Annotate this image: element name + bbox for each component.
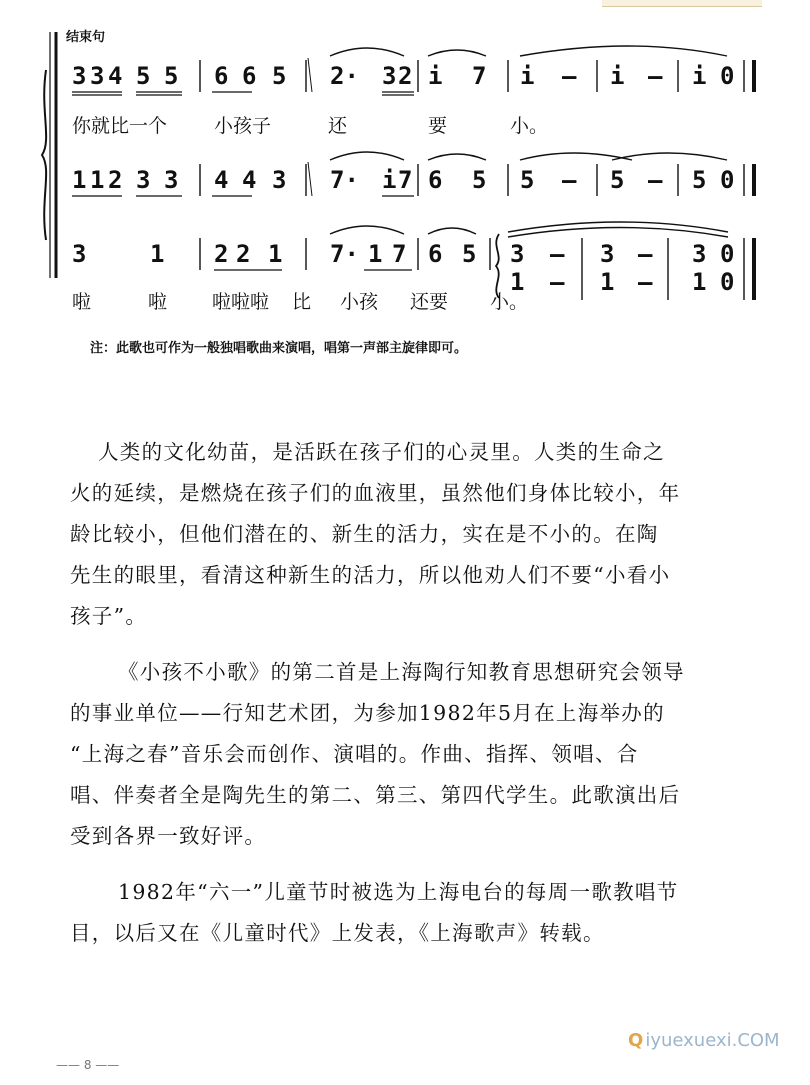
- lyric: 小孩子: [214, 115, 272, 137]
- note: 1: [150, 240, 165, 268]
- music-score: [0, 0, 810, 320]
- note: 6: [242, 62, 257, 90]
- staff-2: [72, 162, 762, 206]
- note: 5: [610, 166, 625, 194]
- note: 0: [720, 268, 735, 296]
- lyric: 小。: [510, 115, 549, 137]
- text-line: 《小孩不小歌》的第二首是上海陶行知教育思想研究会领导: [118, 660, 685, 684]
- note: –: [562, 62, 577, 90]
- lyric: 你就比一个: [72, 115, 168, 137]
- lyric: 小孩: [340, 291, 379, 313]
- note: 1: [90, 166, 105, 194]
- note: 7: [392, 240, 407, 268]
- note: 5: [136, 62, 151, 90]
- note: 1: [368, 240, 383, 268]
- note: i: [382, 166, 397, 194]
- note: 4: [242, 166, 257, 194]
- note: 3: [600, 240, 615, 268]
- note: –: [562, 166, 577, 194]
- text-line: 目，以后又在《儿童时代》上发表，《上海歌声》转载。: [70, 921, 605, 945]
- note: 1: [268, 240, 283, 268]
- note: 2: [398, 62, 413, 90]
- text-line: 火的延续，是燃烧在孩子们的血液里，虽然他们身体比较小，年: [70, 481, 681, 505]
- note: i: [610, 62, 625, 90]
- note: 5: [164, 62, 179, 90]
- note: 3: [72, 62, 87, 90]
- note: 3: [692, 240, 707, 268]
- note: 5: [272, 62, 287, 90]
- note: –: [550, 240, 565, 268]
- watermark-logo-icon: Q: [628, 1030, 644, 1051]
- note: 3: [510, 240, 525, 268]
- page-number: —— 8 ——: [56, 1058, 120, 1072]
- paragraph-3: [70, 872, 748, 954]
- note: 3: [72, 240, 87, 268]
- note: 7: [398, 166, 413, 194]
- article-body: [70, 432, 748, 969]
- note: 0: [720, 166, 735, 194]
- note: 3: [90, 62, 105, 90]
- note: 1: [600, 268, 615, 296]
- note: 3: [136, 166, 151, 194]
- text-line: 唱、伴奏者全是陶先生的第二、第三、第四代学生。此歌演出后: [70, 783, 681, 807]
- text-line: 先生的眼里，看清这种新生的活力，所以他劝人们不要“小看小: [70, 563, 671, 587]
- note: 3: [382, 62, 397, 90]
- note: 0: [720, 62, 735, 90]
- text-line: 受到各界一致好评。: [70, 824, 267, 848]
- lyric: 啦: [148, 291, 168, 313]
- text-line: 人类的文化幼苗，是活跃在孩子们的心灵里。人类的生命之: [98, 440, 665, 464]
- text-line: 的事业单位——行知艺术团，为参加1982年5月在上海举办的: [70, 701, 665, 725]
- watermark-text: iyuexuexi.COM: [645, 1030, 780, 1051]
- note: 2·: [330, 62, 359, 90]
- note: 1: [510, 268, 525, 296]
- note: 5: [462, 240, 477, 268]
- note: 5: [472, 166, 487, 194]
- note: 1: [72, 166, 87, 194]
- staff-1: [72, 58, 762, 102]
- lyric: 还: [328, 115, 348, 137]
- lyric: 啦啦啦: [212, 291, 270, 313]
- note: i: [428, 62, 443, 90]
- system-brace-icon: [40, 30, 70, 280]
- staff-3-lines: [72, 236, 762, 280]
- note: –: [638, 268, 653, 296]
- text-line: “上海之春”音乐会而创作、演唱的。作曲、指挥、领唱、合: [70, 742, 639, 766]
- note: 6: [428, 240, 443, 268]
- note: 4: [108, 62, 123, 90]
- score-footnote: 注：此歌也可作为一般独唱歌曲来演唱，唱第一声部主旋律即可。: [90, 341, 468, 356]
- lyric: 啦: [72, 291, 92, 313]
- note: 2: [236, 240, 251, 268]
- note: 2: [214, 240, 229, 268]
- note: 7·: [330, 166, 359, 194]
- staff-3: [72, 236, 762, 296]
- note: 6: [214, 62, 229, 90]
- text-line: 孩子”。: [70, 604, 148, 628]
- text-line: 1982年“六一”儿童节时被选为上海电台的每周一歌教唱节: [118, 880, 679, 904]
- note: 4: [214, 166, 229, 194]
- lyric: 还要: [410, 291, 449, 313]
- note: –: [638, 240, 653, 268]
- note: 6: [428, 166, 443, 194]
- note: –: [550, 268, 565, 296]
- note: 7·: [330, 240, 359, 268]
- note: 5: [692, 166, 707, 194]
- lyric: 要: [428, 115, 448, 137]
- note: –: [648, 166, 663, 194]
- text-line: 龄比较小，但他们潜在的、新生的活力，实在是不小的。在陶: [70, 522, 659, 546]
- note: 7: [472, 62, 487, 90]
- note: 1: [692, 268, 707, 296]
- note: –: [648, 62, 663, 90]
- note: 5: [520, 166, 535, 194]
- note: 2: [108, 166, 123, 194]
- note: 3: [164, 166, 179, 194]
- lyric: 比: [292, 291, 312, 313]
- note: i: [520, 62, 535, 90]
- section-label: 结束句: [66, 30, 106, 45]
- lyric: 小。: [490, 291, 529, 313]
- site-watermark: [628, 1030, 780, 1051]
- note: i: [692, 62, 707, 90]
- note: 0: [720, 240, 735, 268]
- paragraph-1: [70, 432, 748, 637]
- note: 3: [272, 166, 287, 194]
- paragraph-2: [70, 652, 748, 857]
